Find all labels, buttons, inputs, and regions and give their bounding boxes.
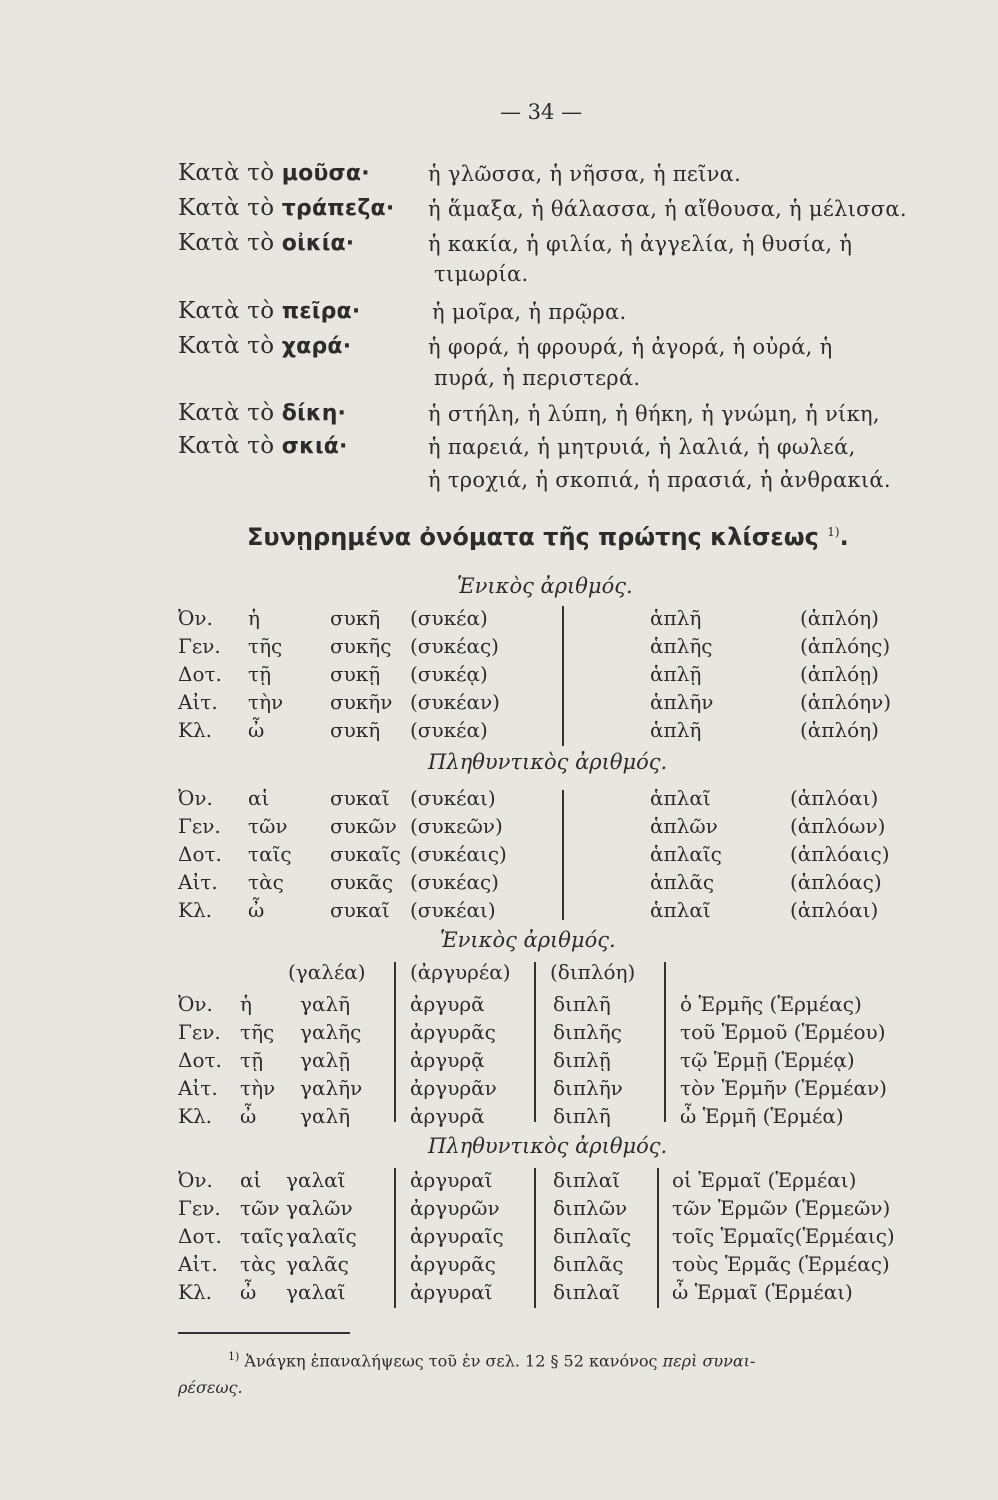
contracted-form: συκαῖ: [330, 786, 390, 810]
footnote-text: Ἀνάγκη ἐπαναλήψεως τοῦ ἐν σελ. 12 § 52 κανόνος: [244, 1351, 658, 1371]
article: ὦ: [248, 898, 265, 922]
rule-keyword: σκιά·: [281, 434, 348, 459]
proper-noun-form: τὸν Ἑρμῆν (Ἑρμέαν): [680, 1076, 887, 1100]
uncontracted-form: (ἁπλόων): [790, 814, 886, 838]
case-label: Γεν.: [178, 814, 221, 838]
proper-noun-form: ὦ Ἑρμαῖ (Ἑρμέαι): [672, 1280, 853, 1304]
column-divider: [562, 606, 564, 746]
noun-form: γαλαῖς: [286, 1224, 357, 1248]
contracted-form: συκῆν: [330, 690, 393, 714]
rule-prefix: Κατὰ τὸ πεῖρα·: [178, 298, 361, 324]
adjective-form: ἀργυραῖ: [410, 1168, 493, 1192]
contracted-form: ἁπλῆν: [650, 690, 714, 714]
article: τὴν: [248, 690, 284, 714]
noun-form: γαλῶν: [286, 1196, 353, 1220]
uncontracted-form: (συκεῶν): [410, 814, 503, 838]
adjective-form: διπλῇ: [553, 1048, 611, 1072]
rule-examples-continued: ἡ τροχιά, ἡ σκοπιά, ἡ πρασιά, ἡ ἀνθρακιά.: [428, 468, 891, 492]
uncontracted-form: (ἁπλόαις): [790, 842, 890, 866]
article: ἡ: [240, 992, 252, 1016]
singular-label: Ἑνικὸς ἀριθμός.: [457, 574, 633, 598]
column-divider: [534, 962, 536, 1122]
uncontracted-form: (ἁπλόης): [800, 634, 891, 658]
proper-noun-form: τῷ Ἑρμῇ (Ἑρμέᾳ): [680, 1048, 855, 1072]
plural-label: Πληθυντικὸς ἀριθμός.: [428, 750, 668, 774]
adjective-form: ἀργυρᾷ: [410, 1048, 485, 1072]
adjective-form: ἀργυρῶν: [410, 1196, 500, 1220]
uncontracted-form: (ἁπλόῃ): [800, 662, 879, 686]
proper-noun-form: οἱ Ἑρμαῖ (Ἑρμέαι): [672, 1168, 857, 1192]
rule-keyword: τράπεζα·: [281, 196, 395, 221]
article: ὦ: [240, 1104, 257, 1128]
column-header: (ἀργυρέα): [410, 960, 511, 984]
uncontracted-form: (συκέαν): [410, 690, 500, 714]
contracted-form: συκῶν: [330, 814, 397, 838]
adjective-form: διπλῆ: [553, 1104, 611, 1128]
contracted-form: συκῇ: [330, 662, 381, 686]
adjective-form: ἀργυραῖ: [410, 1280, 493, 1304]
case-label: Γεν.: [178, 1020, 221, 1044]
noun-form: γαλῆ: [300, 1104, 351, 1128]
rule-examples: ἡ παρειά, ἡ μητρυιά, ἡ λαλιά, ἡ φωλεά,: [428, 435, 856, 459]
case-label: Δοτ.: [178, 842, 222, 866]
case-label: Αἰτ.: [178, 690, 218, 714]
uncontracted-form: (ἁπλόαι): [790, 786, 879, 810]
case-label: Ὀν.: [178, 606, 213, 630]
rule-prefix: Κατὰ τὸ τράπεζα·: [178, 195, 395, 221]
noun-form: γαλᾶς: [286, 1252, 349, 1276]
rule-examples-continued: τιμωρία.: [434, 262, 529, 286]
adjective-form: ἀργυρᾶν: [410, 1076, 497, 1100]
case-label: Κλ.: [178, 1104, 212, 1128]
rule-prefix: Κατὰ τὸ χαρά·: [178, 333, 352, 359]
uncontracted-form: (ἁπλόη): [800, 606, 879, 630]
case-label: Γεν.: [178, 634, 221, 658]
noun-form: γαλῇ: [300, 1048, 351, 1072]
article: τῇ: [248, 662, 272, 686]
uncontracted-form: (ἁπλόαι): [790, 898, 879, 922]
uncontracted-form: (συκέαι): [410, 786, 496, 810]
column-divider: [664, 962, 666, 1122]
article: ὦ: [248, 718, 265, 742]
rule-keyword: χαρά·: [281, 334, 352, 359]
column-divider: [657, 1168, 659, 1308]
contracted-form: ἁπλῆ: [650, 718, 702, 742]
contracted-form: συκῆς: [330, 634, 392, 658]
plural-label: Πληθυντικὸς ἀριθμός.: [428, 1134, 668, 1158]
contracted-form: ἁπλῶν: [650, 814, 718, 838]
page-number: — 34 —: [500, 100, 583, 124]
footnote: [228, 1350, 755, 1370]
noun-form: γαλῆ: [300, 992, 351, 1016]
rule-examples: ἡ φορά, ἡ φρουρά, ἡ ἀγορά, ἡ οὐρά, ἡ: [428, 335, 833, 359]
rule-keyword: οἰκία·: [281, 231, 355, 256]
article: τῶν: [240, 1196, 280, 1220]
noun-form: γαλαῖ: [286, 1168, 346, 1192]
proper-noun-form: τῶν Ἑρμῶν (Ἑρμεῶν): [672, 1196, 891, 1220]
article: τὴν: [240, 1076, 276, 1100]
adjective-form: ἀργυρᾶ: [410, 1104, 485, 1128]
column-divider: [562, 790, 564, 920]
case-label: Αἰτ.: [178, 1252, 218, 1276]
proper-noun-form: τοὺς Ἑρμᾶς (Ἑρμέας): [672, 1252, 890, 1276]
noun-form: γαλῆς: [300, 1020, 362, 1044]
uncontracted-form: (συκέας): [410, 634, 499, 658]
rule-keyword: μοῦσα·: [281, 161, 370, 186]
adjective-form: ἀργυρᾶ: [410, 992, 485, 1016]
contracted-form: ἁπλᾶς: [650, 870, 715, 894]
rule-prefix: Κατὰ τὸ μοῦσα·: [178, 160, 370, 186]
contracted-form: ἁπλαῖ: [650, 786, 711, 810]
uncontracted-form: (συκέα): [410, 718, 488, 742]
uncontracted-form: (συκέᾳ): [410, 662, 488, 686]
column-divider: [534, 1168, 536, 1308]
footnote-italic: περὶ συναι-: [662, 1351, 756, 1371]
adjective-form: ἀργυρᾶς: [410, 1252, 496, 1276]
uncontracted-form: (συκέαι): [410, 898, 496, 922]
contracted-form: συκῆ: [330, 718, 381, 742]
case-label: Δοτ.: [178, 1224, 222, 1248]
article: τῶν: [248, 814, 288, 838]
article: ἡ: [248, 606, 260, 630]
footnote-continuation: ρέσεως.: [178, 1378, 243, 1397]
proper-noun-form: ὦ Ἑρμῆ (Ἑρμέα): [680, 1104, 844, 1128]
article: ταῖς: [248, 842, 292, 866]
uncontracted-form: (ἁπλόη): [800, 718, 879, 742]
adjective-form: ἀργυρᾶς: [410, 1020, 496, 1044]
singular-label: Ἑνικὸς ἀριθμός.: [440, 928, 616, 952]
contracted-form: συκαῖ: [330, 898, 390, 922]
rule-examples-continued: πυρά, ἡ περιστερά.: [434, 366, 641, 390]
case-label: Ὀν.: [178, 786, 213, 810]
adjective-form: διπλῆ: [553, 992, 611, 1016]
rule-keyword: πεῖρα·: [281, 299, 361, 324]
case-label: Δοτ.: [178, 1048, 222, 1072]
contracted-form: συκᾶς: [330, 870, 394, 894]
adjective-form: διπλῶν: [553, 1196, 628, 1220]
footnote-marker: 1): [228, 1350, 240, 1363]
uncontracted-form: (συκέαις): [410, 842, 507, 866]
adjective-form: ἀργυραῖς: [410, 1224, 504, 1248]
contracted-form: ἁπλῆς: [650, 634, 713, 658]
case-label: Δοτ.: [178, 662, 222, 686]
rule-examples: ἡ γλῶσσα, ἡ νῆσσα, ἡ πεῖνα.: [428, 162, 742, 186]
noun-form: γαλῆν: [300, 1076, 363, 1100]
proper-noun-form: τοῖς Ἑρμαῖς(Ἑρμέαις): [672, 1224, 895, 1248]
case-label: Ὀν.: [178, 992, 213, 1016]
article: αἱ: [248, 786, 270, 810]
uncontracted-form: (ἁπλόας): [790, 870, 882, 894]
rule-keyword: δίκη·: [281, 401, 347, 426]
adjective-form: διπλᾶς: [553, 1252, 624, 1276]
footnote-ref: 1): [827, 525, 840, 539]
uncontracted-form: (συκέας): [410, 870, 499, 894]
adjective-form: διπλῆς: [553, 1020, 622, 1044]
rule-examples: ἡ μοῖρα, ἡ πρῷρα.: [432, 300, 627, 324]
section-title: Συνῃρημένα ὀνόματα τῆς πρώτης κλίσεως $^{1)}$.: [247, 523, 849, 551]
contracted-form: συκῆ: [330, 606, 381, 630]
contracted-form: συκαῖς: [330, 842, 401, 866]
rule-prefix: Κατὰ τὸ σκιά·: [178, 433, 348, 459]
article: τὰς: [240, 1252, 276, 1276]
case-label: Κλ.: [178, 1280, 212, 1304]
footnote-rule: [178, 1332, 350, 1334]
case-label: Κλ.: [178, 718, 212, 742]
noun-form: γαλαῖ: [286, 1280, 346, 1304]
case-label: Ὀν.: [178, 1168, 213, 1192]
rule-examples: ἡ στήλη, ἡ λύπη, ἡ θήκη, ἡ γνώμη, ἡ νίκη,: [428, 402, 880, 426]
column-header: (διπλόη): [550, 960, 636, 984]
rule-prefix: Κατὰ τὸ δίκη·: [178, 400, 347, 426]
column-header: (γαλέα): [288, 960, 366, 984]
column-divider: [394, 1168, 396, 1308]
case-label: Αἰτ.: [178, 870, 218, 894]
article: τῇ: [240, 1048, 264, 1072]
article: αἱ: [240, 1168, 262, 1192]
contracted-form: ἁπλῆ: [650, 606, 702, 630]
adjective-form: διπλαῖ: [553, 1280, 621, 1304]
article: τῆς: [240, 1020, 275, 1044]
case-label: Γεν.: [178, 1196, 221, 1220]
rule-examples: ἡ ἅμαξα, ἡ θάλασσα, ἡ αἴθουσα, ἡ μέλισσα.: [428, 197, 907, 221]
adjective-form: διπλαῖ: [553, 1168, 621, 1192]
rule-examples: ἡ κακία, ἡ φιλία, ἡ ἀγγελία, ἡ θυσία, ἡ: [428, 232, 853, 256]
contracted-form: ἁπλῇ: [650, 662, 702, 686]
proper-noun-form: ὁ Ἑρμῆς (Ἑρμέας): [680, 992, 862, 1016]
article: ὦ: [240, 1280, 257, 1304]
adjective-form: διπλαῖς: [553, 1224, 632, 1248]
rule-prefix: Κατὰ τὸ οἰκία·: [178, 230, 355, 256]
case-label: Κλ.: [178, 898, 212, 922]
article: ταῖς: [240, 1224, 284, 1248]
uncontracted-form: (συκέα): [410, 606, 488, 630]
contracted-form: ἁπλαῖς: [650, 842, 722, 866]
uncontracted-form: (ἁπλόην): [800, 690, 892, 714]
article: τῆς: [248, 634, 283, 658]
contracted-form: ἁπλαῖ: [650, 898, 711, 922]
article: τὰς: [248, 870, 284, 894]
column-divider: [394, 962, 396, 1122]
proper-noun-form: τοῦ Ἑρμοῦ (Ἑρμέου): [680, 1020, 886, 1044]
case-label: Αἰτ.: [178, 1076, 218, 1100]
adjective-form: διπλῆν: [553, 1076, 623, 1100]
